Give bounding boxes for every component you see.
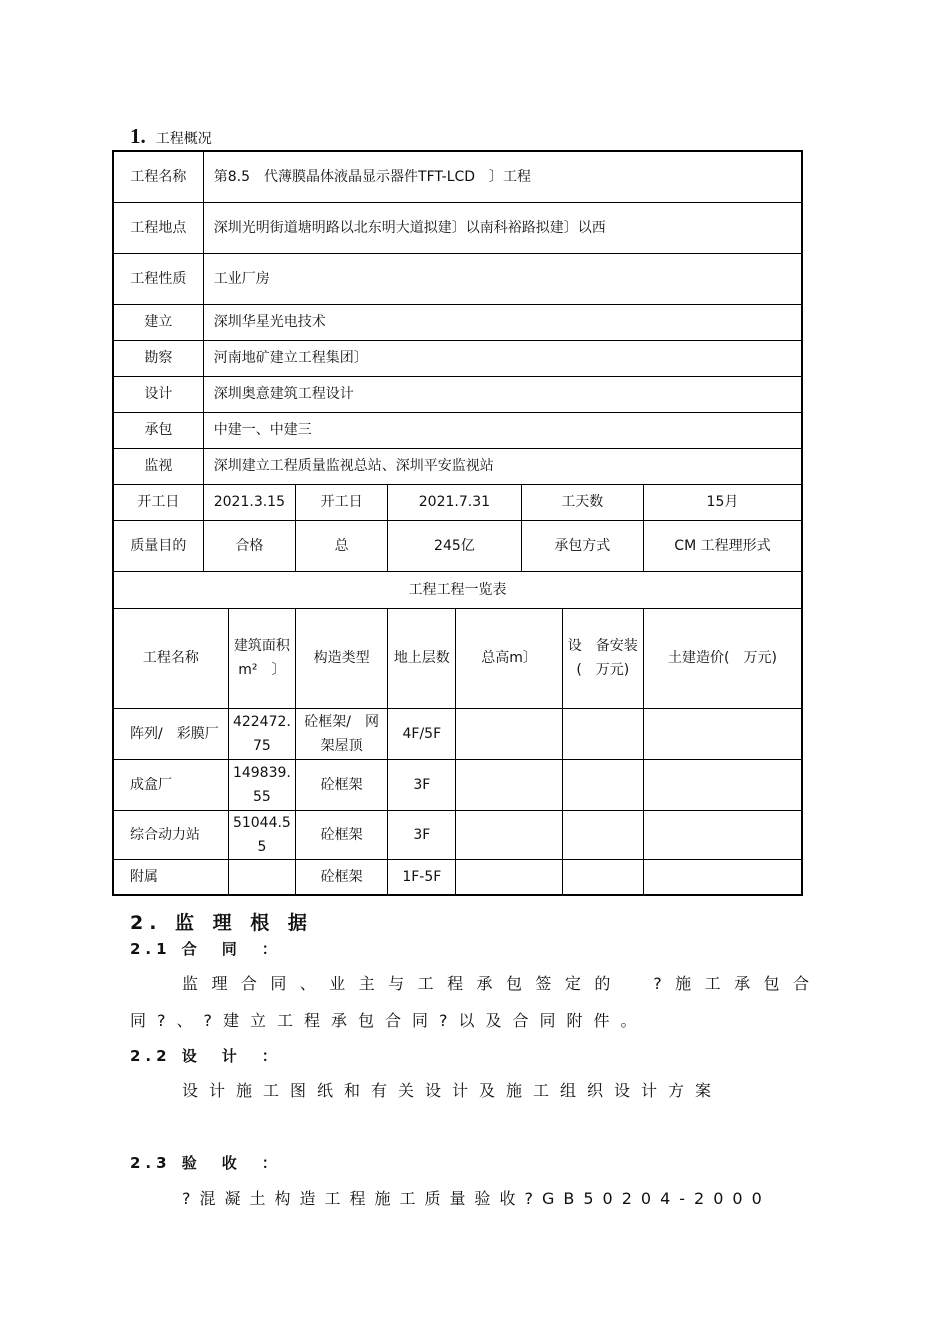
header-height: 总高m〕 xyxy=(456,608,562,708)
project-overview-table xyxy=(112,150,803,896)
days-value: 15月 xyxy=(643,484,802,520)
end-date-label: 开工日 xyxy=(295,484,387,520)
contract-label: 承包 xyxy=(113,412,203,448)
section-2-heading: 2. 监 理 根 据 xyxy=(130,912,313,934)
supervise-label: 监视 xyxy=(113,448,203,484)
section-title: 工程概况 xyxy=(155,131,212,147)
name-value: 第8.5 代薄膜晶体液晶显示器件TFT-LCD 〕工程 xyxy=(203,151,802,202)
survey-value: 河南地矿建立工程集团〕 xyxy=(203,340,802,376)
location-label: 工程地点 xyxy=(113,202,203,253)
days-label: 工天数 xyxy=(521,484,643,520)
total-label: 总 xyxy=(295,520,387,571)
nature-label: 工程性质 xyxy=(113,253,203,304)
section-2-1-text: 监理合同、业主与工程承包签定的 ?施工承包合同?、?建立工程承包合同?以及合同附件。 xyxy=(130,974,820,1030)
location-value: 深圳光明街道塘明路以北东明大道拟建〕以南科裕路拟建〕以西 xyxy=(203,202,802,253)
start-date-label: 开工日 xyxy=(113,484,203,520)
mode-value: CM 工程理形式 xyxy=(643,520,802,571)
start-date-value: 2021.3.15 xyxy=(203,484,295,520)
table-row: 阵列/ 彩膜厂 422472.75 砼框架/ 网架屋顶 4F/5F xyxy=(113,708,802,759)
total-value: 245亿 xyxy=(388,520,521,571)
contract-value: 中建一、中建三 xyxy=(203,412,802,448)
section-1-heading xyxy=(130,124,212,149)
header-structure: 构造类型 xyxy=(295,608,387,708)
supervise-value: 深圳建立工程质量监视总站、深圳平安监视站 xyxy=(203,448,802,484)
design-value: 深圳奥意建筑工程设计 xyxy=(203,376,802,412)
nature-value: 工业厂房 xyxy=(203,253,802,304)
table-row: 成盒厂 149839.55 砼框架 3F xyxy=(113,759,802,810)
header-name: 工程名称 xyxy=(113,608,228,708)
header-floors: 地上层数 xyxy=(388,608,456,708)
name-label: 工程名称 xyxy=(113,151,203,202)
quality-value: 合格 xyxy=(203,520,295,571)
section-2-3-heading: 2.3 验 收 ： xyxy=(130,1154,282,1172)
mode-label: 承包方式 xyxy=(521,520,643,571)
section-2-2-heading: 2.2 设 计 ： xyxy=(130,1047,282,1065)
section-2-1-heading: 2.1 合 同 ： xyxy=(130,940,282,958)
design-label: 设计 xyxy=(113,376,203,412)
section-2-2-text: 设计施工图纸和有关设计及施工组织设计方案 xyxy=(182,1081,723,1100)
quality-label: 质量目的 xyxy=(113,520,203,571)
table-row: 附属 砼框架 1F-5F xyxy=(113,859,802,895)
builder-value: 深圳华星光电技术 xyxy=(203,304,802,340)
header-civil: 土建造价( 万元) xyxy=(643,608,802,708)
table-row: 综合动力站 51044.55 砼框架 3F xyxy=(113,810,802,859)
survey-label: 勘察 xyxy=(113,340,203,376)
header-area: 建筑面积m² 〕 xyxy=(228,608,295,708)
header-equipment: 设 备安装( 万元) xyxy=(562,608,643,708)
end-date-value: 2021.7.31 xyxy=(388,484,521,520)
overview-title: 工程工程一览表 xyxy=(113,571,802,608)
builder-label: 建立 xyxy=(113,304,203,340)
section-number: 1. xyxy=(130,124,146,148)
section-2-3-text: ?混凝土构造工程施工质量验收?GB50204-2000 xyxy=(182,1189,771,1208)
